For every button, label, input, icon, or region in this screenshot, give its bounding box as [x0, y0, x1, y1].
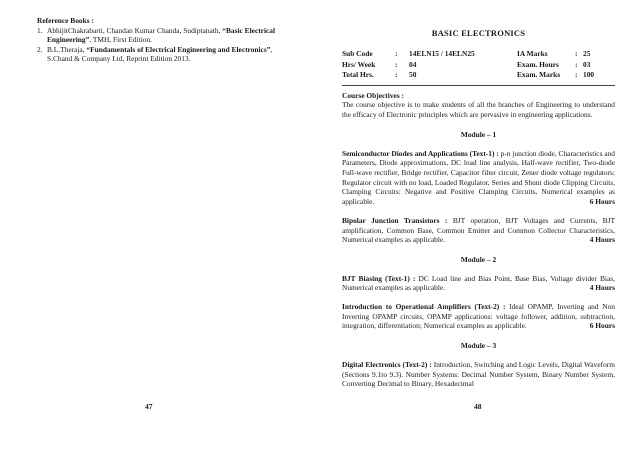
reference-publisher: , TMH, First Edition. — [89, 35, 152, 45]
meta-colon: : — [575, 49, 578, 58]
meta-label: Hrs/ Week — [342, 59, 376, 69]
page-number: 48 — [474, 402, 482, 411]
meta-value: 50 — [409, 70, 417, 80]
topic-paragraph — [342, 216, 615, 245]
topic-heading: Introduction to Operational Amplifiers (Text-2) : — [342, 302, 506, 312]
meta-value: 14ELN15 / 14ELN25 — [409, 49, 475, 58]
topic-heading: Semiconductor Diodes and Applications (Text-1) : — [342, 148, 499, 158]
topic-heading: Bipolar Junction Transistors : — [342, 215, 448, 225]
meta-row — [342, 49, 615, 60]
meta-colon: : — [395, 70, 398, 80]
hours-label: 4 Hours — [589, 235, 615, 245]
hours-label: 6 Hours — [589, 197, 615, 207]
meta-row — [342, 70, 615, 81]
topic-body: Introduction, Switching and Logic Levels, Digital Waveform (Sections 9.1to 9.3). Number Systems: Decimal Number System, Binary Number System, Converting Decimal to Binary, Hexadecimal — [342, 359, 615, 389]
topic-body: BJT operation, BJT Voltages and Currents, BJT amplification, Common Base, Common Emitter and Common Collector Characteristics, Numerical examples as applicable. — [342, 215, 616, 245]
reference-publisher: , S.Chand & Company Ltd, Reprint Edition 2013. — [47, 44, 273, 64]
meta-colon: : — [575, 59, 578, 69]
module-heading: Module – 1 — [460, 129, 497, 139]
right-page — [319, 0, 638, 451]
meta-value: 04 — [409, 59, 417, 69]
meta-label: Total Hrs. — [342, 70, 374, 80]
reference-number: 2. — [37, 44, 43, 54]
reference-books — [37, 16, 297, 64]
topic-body: DC Load line and Bias Point, Base Bias, Voltage divider Bias, Numerical examples as applicable. — [342, 273, 615, 293]
topic-paragraph — [342, 274, 615, 293]
meta-label: Sub Code — [342, 49, 373, 58]
reference-item — [37, 45, 297, 64]
page-title: BASIC ELECTRONICS — [431, 28, 526, 38]
meta-value: 03 — [583, 59, 591, 69]
topic-body: p-n junction diode, Characteristics and Parameters, Diode approximations, DC load line analysis, Half-wave rectifier, Two-diode Full-wave rectifier, Bridge rectifier, Capacitor filter circuit, Zener diode voltage regulators: Regulator circuit with no load, Loaded Regulator, Series and Shunt diode Clipping Circuits, Clamping Circuits: Negative and Positive Clamping Circuits, Numerical examples as applicable. — [342, 148, 616, 207]
objectives-text: The course objective is to make students of all the branches of Engineering to understand the efficacy of Electronic principles which are pervasive in engineering applications. — [342, 100, 615, 120]
hours-label: 4 Hours — [589, 283, 615, 293]
meta-value: 25 — [583, 49, 591, 58]
meta-label: Exam. Marks — [517, 70, 561, 80]
meta-label: IA Marks — [517, 49, 548, 58]
topic-heading: Digital Electronics (Text-2) : — [342, 359, 432, 369]
meta-colon: : — [575, 70, 578, 80]
reference-authors: B.L.Theraja, — [47, 44, 87, 54]
references-title: Reference Books : — [37, 16, 94, 25]
meta-row — [342, 60, 615, 71]
reference-item — [37, 26, 297, 45]
topic-paragraph — [342, 149, 615, 207]
objectives-heading: Course Objectives : — [342, 90, 404, 100]
module-heading: Module – 2 — [460, 254, 497, 264]
page-number: 47 — [145, 402, 153, 411]
topic-paragraph — [342, 360, 615, 389]
reference-authors: AbhijitChakrabarti, Chandan Kumar Chanda, Sudiptanath, — [47, 25, 223, 35]
hours-label: 6 Hours — [589, 321, 615, 331]
topic-body: Ideal OPAMP, Inverting and Non Inverting OPAMP circuits, OPAMP applications: voltage follower, addition, subtraction, integration, differentiation; Numerical examples as applicable. — [342, 302, 615, 331]
divider — [342, 85, 615, 86]
topic-paragraph — [342, 302, 615, 331]
topic-heading: BJT Biasing (Text-1) : — [342, 273, 416, 283]
meta-label: Exam. Hours — [517, 59, 559, 69]
meta-colon: : — [395, 49, 398, 58]
reference-number: 1. — [37, 25, 43, 35]
module-heading: Module – 3 — [460, 341, 497, 351]
syllabus-column — [342, 0, 615, 389]
meta-value: 100 — [583, 70, 595, 80]
reference-title: “Basic Electrical Engineering” — [47, 25, 276, 45]
course-meta-table — [342, 49, 615, 81]
meta-colon: : — [395, 59, 398, 69]
reference-title: “Fundamentals of Electrical Engineering and Electronics” — [86, 44, 271, 54]
